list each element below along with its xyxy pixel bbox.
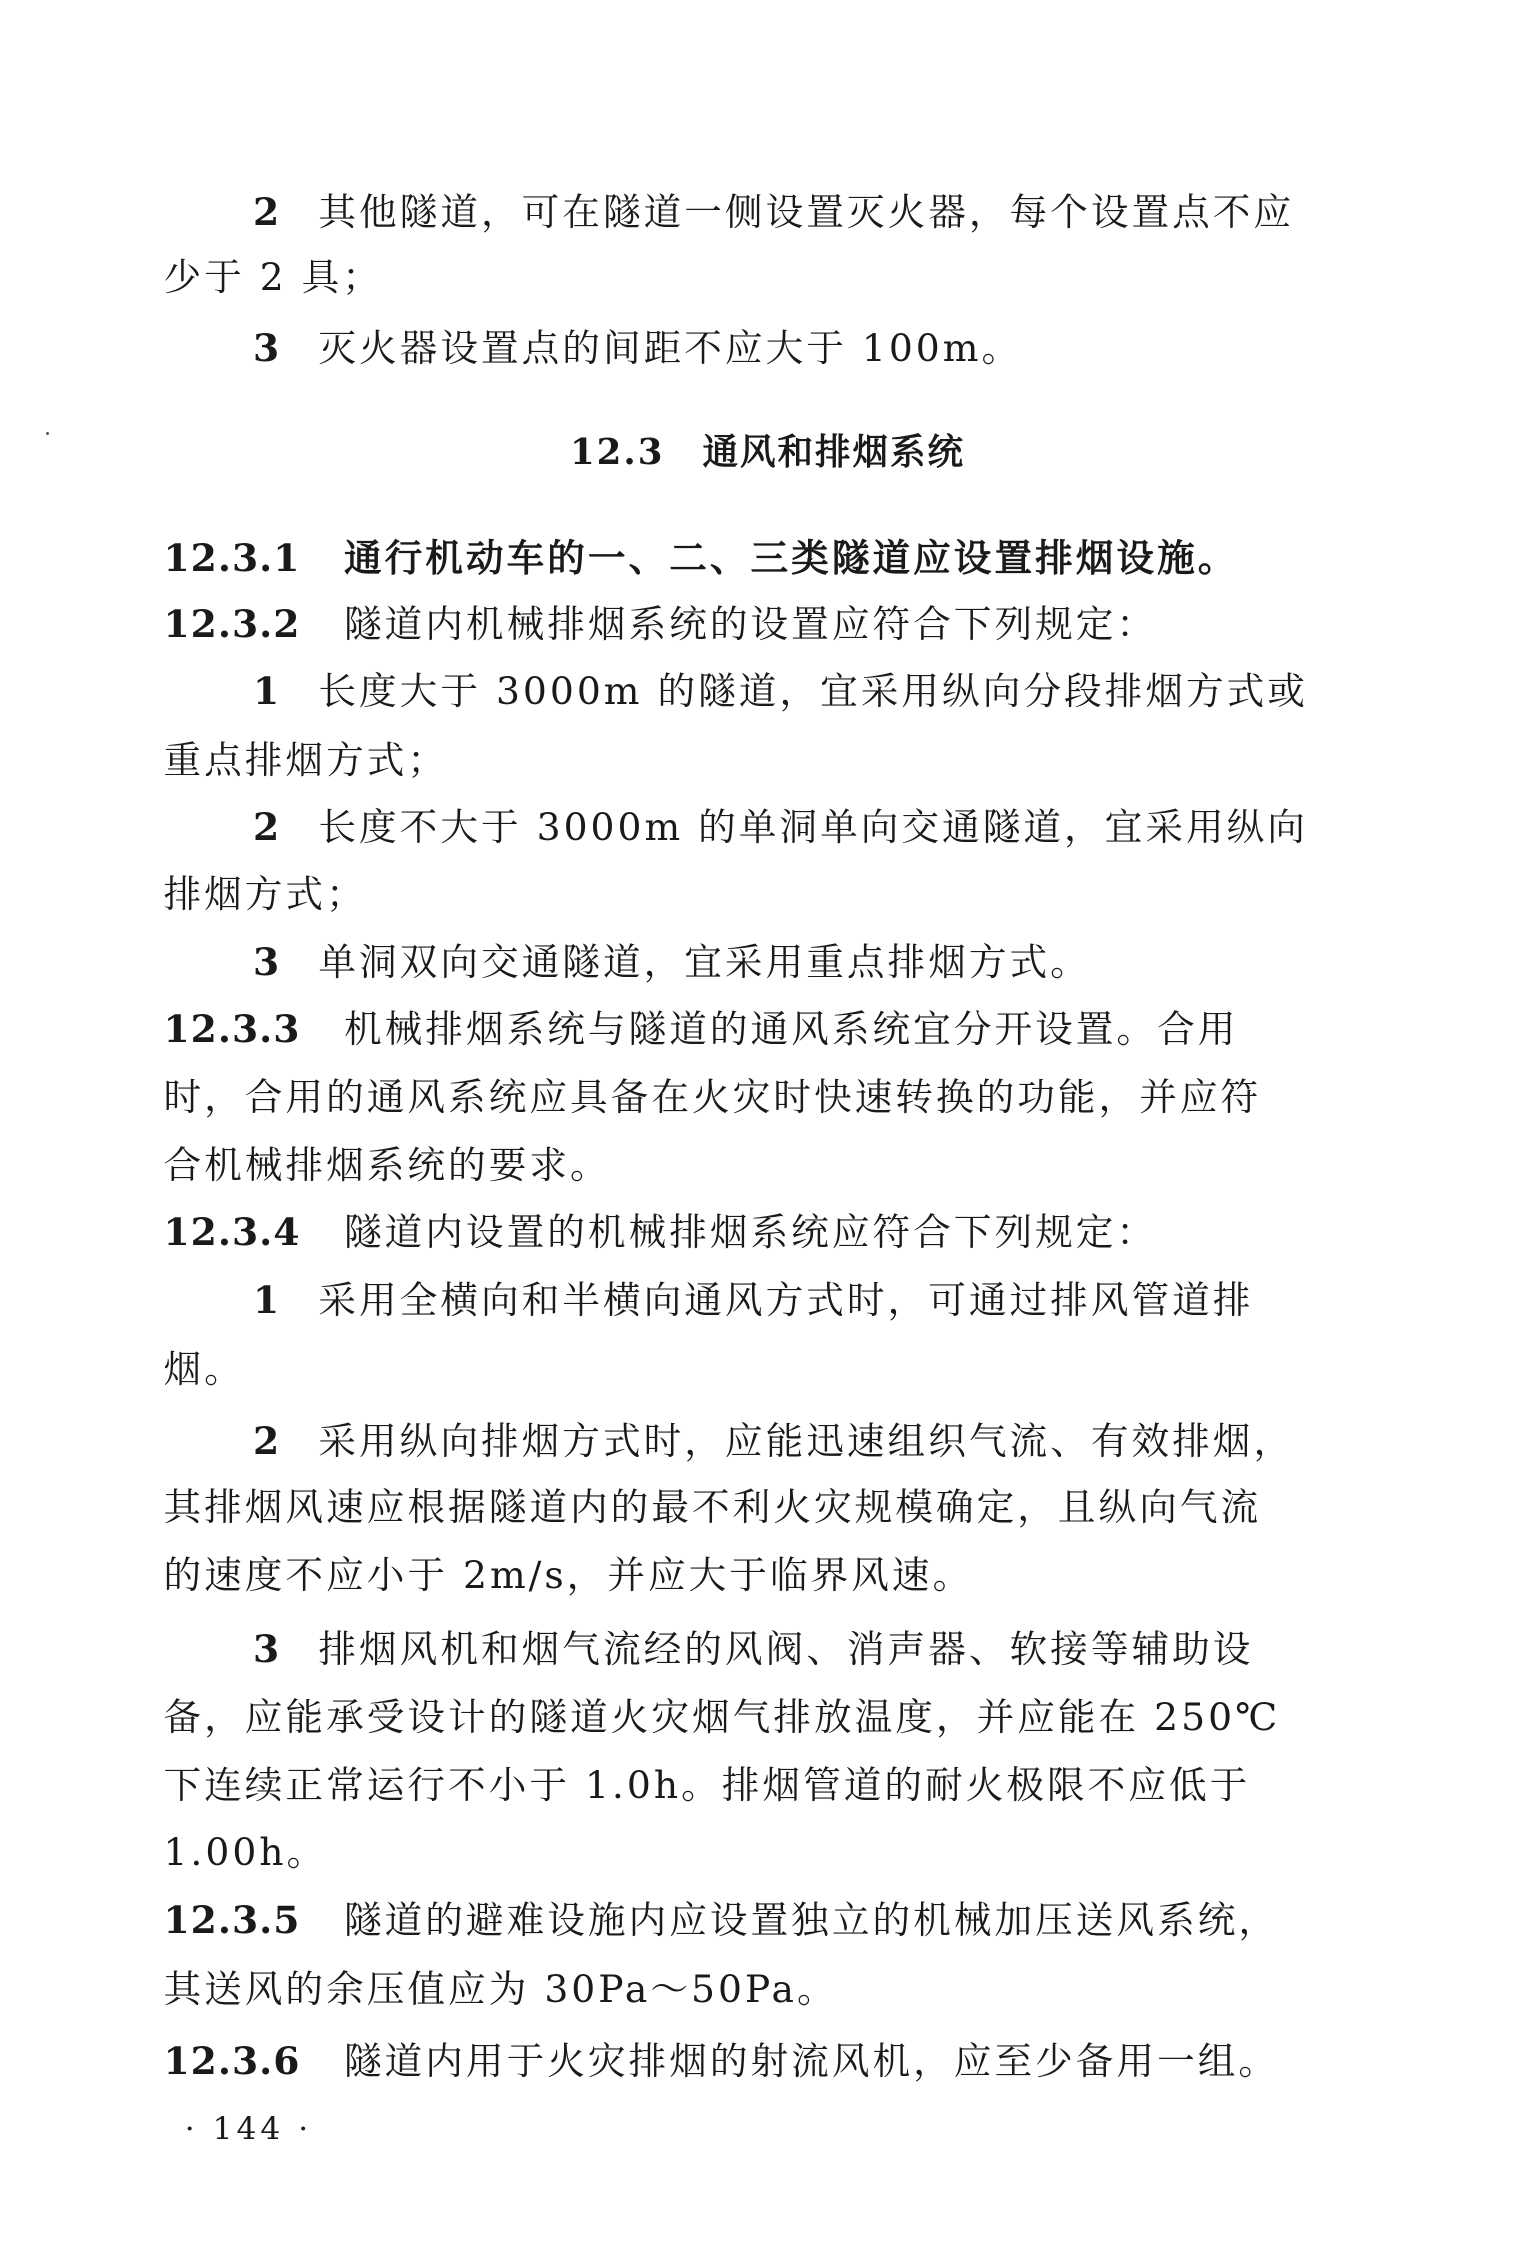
clause-12-3-2-item-2-line-2: 排烟方式； [163,872,367,917]
clause-12-3-4-item-3-line-1: 3 排烟风机和烟气流经的风阀、消声器、软接等辅助设 [252,1627,1254,1672]
section-number: 12.3 [569,431,665,473]
clause-12-3-2-item-1-line-1: 1 长度大于 3000m 的隧道，宜采用纵向分段排烟方式或 [252,669,1308,714]
clause-12-3-4-item-2-line-2: 其排烟风速应根据隧道内的最不利火灾规模确定，且纵向气流 [163,1485,1262,1530]
clause-12-3-5-line-1: 12.3.5 隧道的避难设施内应设置独立的机械加压送风系统， [163,1897,1280,1942]
clause-12-3-3-line-3: 合机械排烟系统的要求。 [163,1142,611,1187]
section-title: 通风和排烟系统 [702,431,966,473]
item-2-line-1: 2 其他隧道，可在隧道一侧设置灭火器，每个设置点不应 [252,190,1295,235]
clause-12-3-3-line-1: 12.3.3 机械排烟系统与隧道的通风系统宜分开设置。合用 [163,1007,1239,1052]
clause-12-3-4-item-2-line-3: 的速度不应小于 2m/s，并应大于临界风速。 [163,1552,974,1597]
item-2-line-2: 少于 2 具； [163,255,383,300]
clause-12-3-2-item-1-line-2: 重点排烟方式； [163,738,449,783]
clause-12-3-4: 12.3.4 隧道内设置的机械排烟系统应符合下列规定： [163,1210,1158,1255]
clause-12-3-4-item-3-line-3: 下连续正常运行不小于 1.0h。排烟管道的耐火极限不应低于 [163,1762,1251,1807]
clause-12-3-4-item-3-line-2: 备，应能承受设计的隧道火灾烟气排放温度，并应能在 250℃ [163,1695,1281,1740]
clause-12-3-6: 12.3.6 隧道内用于火灾排烟的射流风机，应至少备用一组。 [163,2038,1280,2083]
clause-12-3-4-item-3-line-4: 1.00h。 [163,1830,328,1875]
page-number: · 144 · [184,2110,313,2147]
section-heading [0,429,1535,477]
clause-12-3-2-item-3-line-1: 3 单洞双向交通隧道，宜采用重点排烟方式。 [252,939,1091,984]
clause-12-3-4-item-1-line-1: 1 采用全横向和半横向通风方式时，可通过排风管道排 [252,1277,1254,1322]
clause-12-3-2: 12.3.2 隧道内机械排烟系统的设置应符合下列规定： [163,601,1158,646]
clause-12-3-4-item-2-line-1: 2 采用纵向排烟方式时，应能迅速组织气流、有效排烟， [252,1418,1295,1463]
clause-12-3-2-item-2-line-1: 2 长度不大于 3000m 的单洞单向交通隧道，宜采用纵向 [252,804,1308,849]
item-3-line-1: 3 灭火器设置点的间距不应大于 100m。 [252,325,1023,370]
clause-12-3-3-line-2: 时，合用的通风系统应具备在火灾时快速转换的功能，并应符 [163,1075,1262,1120]
clause-12-3-1: 12.3.1 通行机动车的一、二、三类隧道应设置排烟设施。 [163,535,1239,580]
clause-12-3-4-item-1-line-2: 烟。 [163,1346,245,1391]
clause-12-3-5-line-2: 其送风的余压值应为 30Pa～50Pa。 [163,1966,838,2011]
